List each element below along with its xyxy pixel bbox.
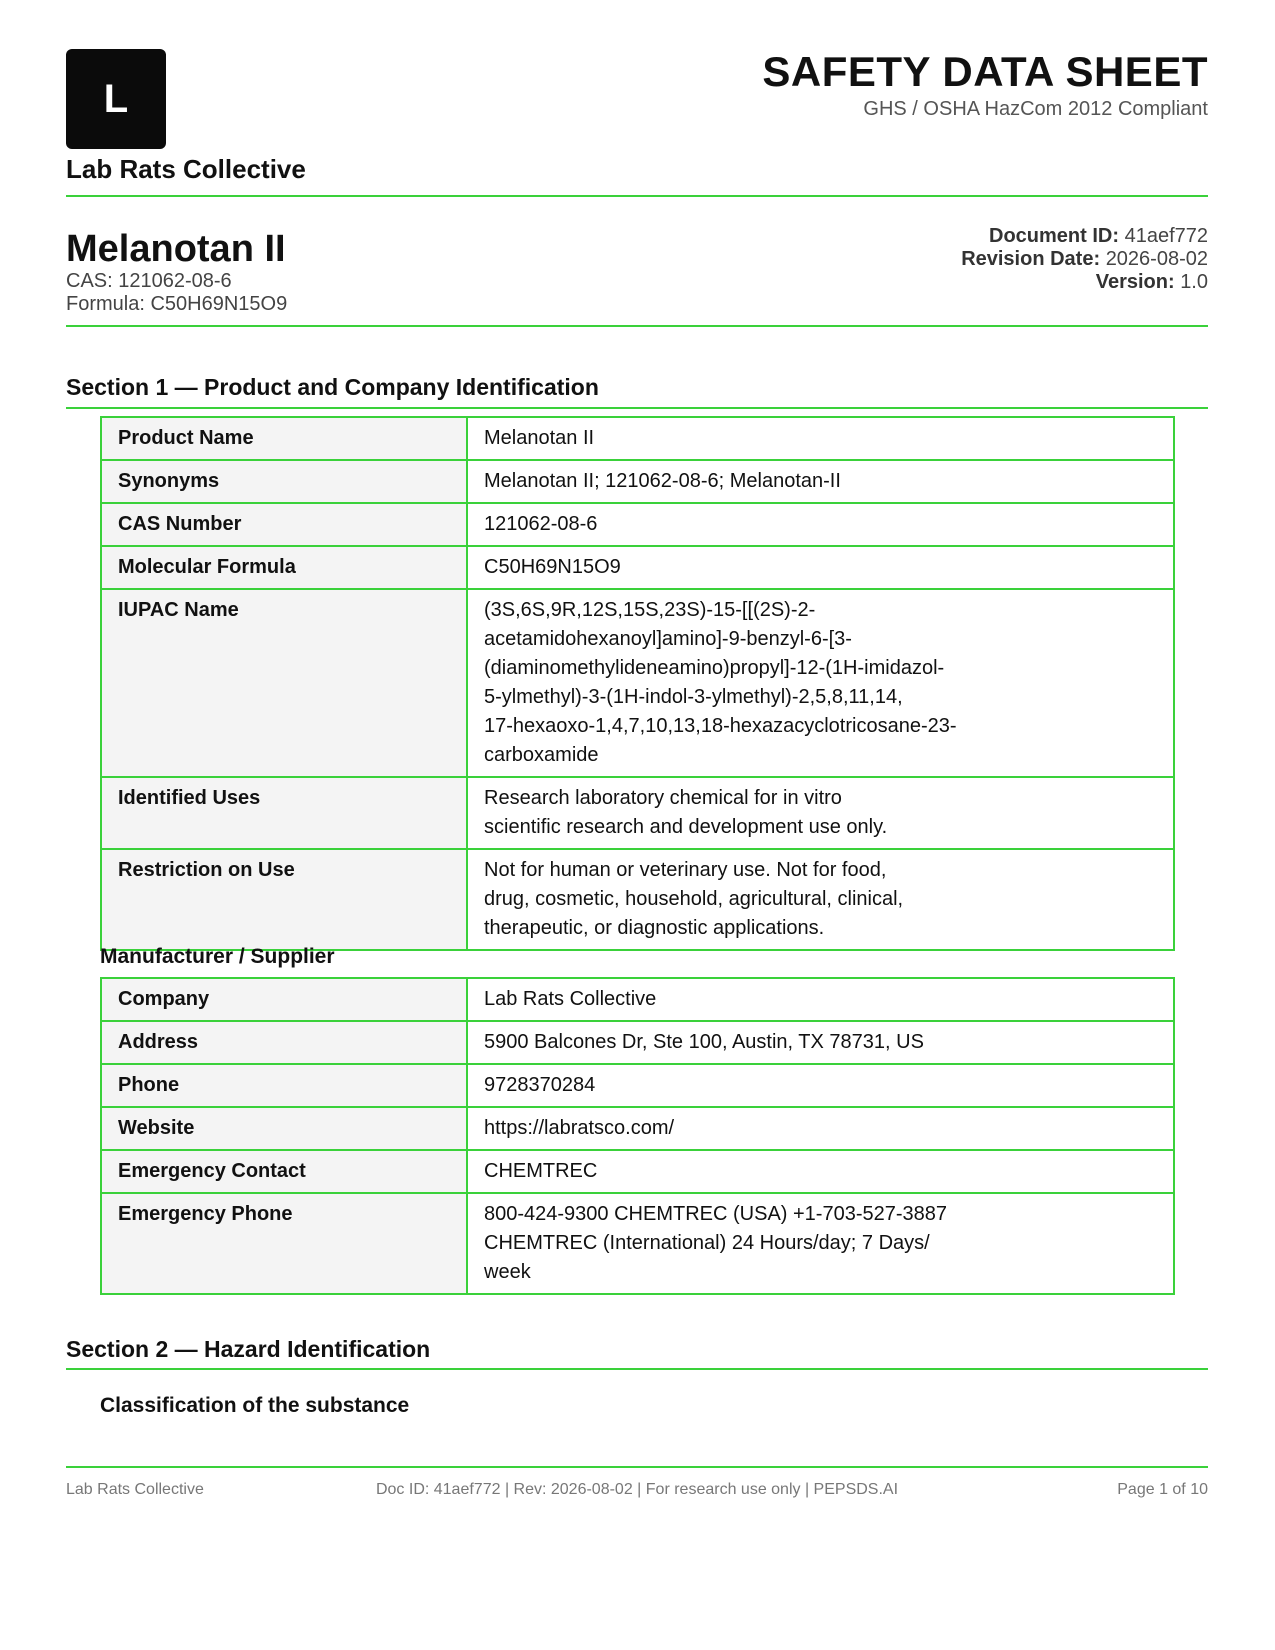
row-key: Synonyms [101,460,467,503]
row-value: 800-424-9300 CHEMTREC (USA) +1-703-527-3887 CHEMTREC (International) 24 Hours/day; 7 Days/ week [467,1193,1174,1294]
document-id-label: Document ID: [989,225,1120,247]
row-value: 9728370284 [467,1064,1174,1107]
revision-date [961,248,1208,271]
version-value: 1.0 [1180,271,1208,293]
product-cas: CAS: 121062-08-6 [66,270,232,292]
table-row [101,1193,1174,1294]
table-row [101,777,1174,849]
logo-letter: L [103,76,129,121]
section-2-divider [66,1368,1208,1370]
row-key: Molecular Formula [101,546,467,589]
row-key: Restriction on Use [101,849,467,950]
revision-date-value: 2026-08-02 [1105,248,1208,270]
row-value: C50H69N15O9 [467,546,1174,589]
table-row [101,546,1174,589]
product-divider [66,325,1208,327]
row-value: Lab Rats Collective [467,978,1174,1021]
product-title: Melanotan II [66,228,286,270]
row-key: Emergency Phone [101,1193,467,1294]
table-row [101,589,1174,777]
row-value: CHEMTREC [467,1150,1174,1193]
table-row [101,460,1174,503]
section-1-divider [66,407,1208,409]
document-id [989,225,1208,248]
row-value: Melanotan II [467,417,1174,460]
table-row [101,1064,1174,1107]
website-link[interactable]: https://labratsco.com/ [467,1107,1174,1150]
row-value: (3S,6S,9R,12S,15S,23S)-15-[[(2S)-2- acetamidohexanoyl]amino]-9-benzyl-6-[3- (diaminomethylideneamino)propyl]-12-(1H-imidazol- 5-ylmethyl)-3-(1H-indol-3-ylmethyl)-2,5,8,11,14, 17-hexaoxo-1,4,7,10,13,18-hexazacyclotricosane-23- carboxamide [467,589,1174,777]
company-name: Lab Rats Collective [66,154,306,184]
manufacturer-title: Manufacturer / Supplier [100,945,335,968]
row-value: Not for human or veterinary use. Not for food, drug, cosmetic, household, agricultural, clinical, therapeutic, or diagnostic applications. [467,849,1174,950]
row-key: Company [101,978,467,1021]
document-subtitle: GHS / OSHA HazCom 2012 Compliant [863,98,1208,120]
identification-table [100,416,1175,951]
table-row [101,1107,1174,1150]
row-key: Phone [101,1064,467,1107]
row-key: Address [101,1021,467,1064]
row-value: 121062-08-6 [467,503,1174,546]
row-value: 5900 Balcones Dr, Ste 100, Austin, TX 78731, US [467,1021,1174,1064]
row-key: Identified Uses [101,777,467,849]
footer-doc-info: Doc ID: 41aef772 | Rev: 2026-08-02 | For research use only | PEPSDS.AI [375,1481,899,1498]
row-key: Website [101,1107,467,1150]
row-value: Melanotan II; 121062-08-6; Melanotan-II [467,460,1174,503]
table-row [101,849,1174,950]
document-title: SAFETY DATA SHEET [762,48,1208,95]
row-key: Product Name [101,417,467,460]
row-key: CAS Number [101,503,467,546]
version-label: Version: [1095,271,1175,293]
table-row [101,1021,1174,1064]
manufacturer-table [100,977,1175,1295]
table-row [101,417,1174,460]
footer-company: Lab Rats Collective [66,1481,204,1498]
product-formula: Formula: C50H69N15O9 [66,293,288,315]
table-row [101,1150,1174,1193]
company-logo [66,49,166,149]
document-id-value: 41aef772 [1124,225,1208,247]
header-divider [66,195,1208,197]
revision-date-label: Revision Date: [961,248,1101,270]
footer-page-number: Page 1 of 10 [1117,1481,1208,1498]
row-key: IUPAC Name [101,589,467,777]
table-row [101,503,1174,546]
row-key: Emergency Contact [101,1150,467,1193]
section-1-title: Section 1 — Product and Company Identification [66,374,599,400]
version [1096,271,1208,294]
row-value: Research laboratory chemical for in vitro scientific research and development use only. [467,777,1174,849]
table-row [101,978,1174,1021]
classification-title: Classification of the substance [100,1394,410,1417]
footer-divider [66,1466,1208,1468]
section-2-title: Section 2 — Hazard Identification [66,1336,431,1362]
